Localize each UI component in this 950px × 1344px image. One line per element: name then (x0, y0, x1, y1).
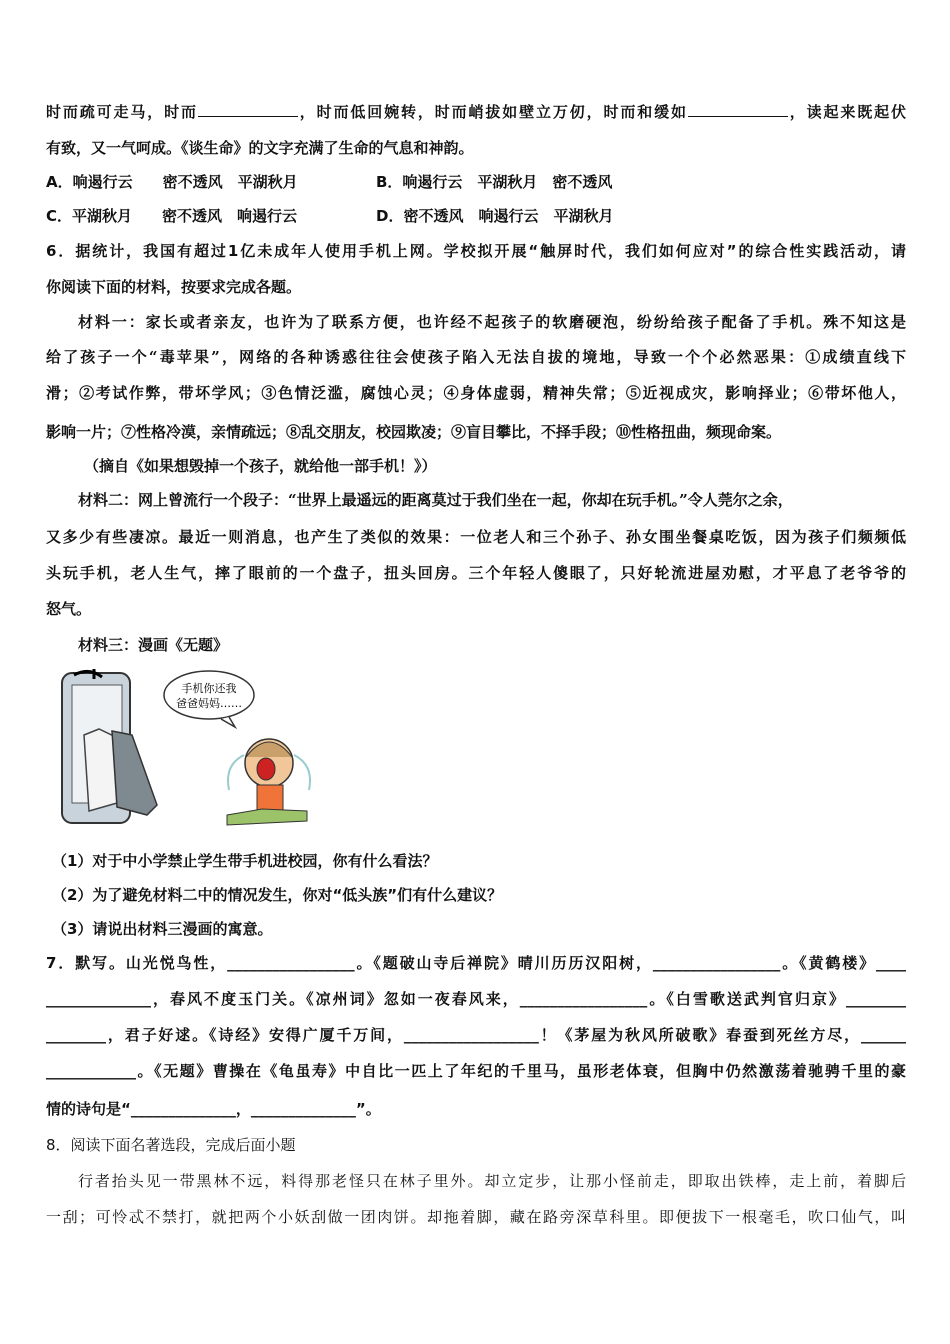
material-2-line: 怒气。 (46, 600, 92, 618)
q7-line: 情的诗句是“______________，______________”。 (46, 1100, 381, 1118)
material-2-line: 头玩手机，老人生气，摔了眼前的一个盘子，扭头回房。三个年轻人傻眼了，只好轮流进屋劝慰，才平息了老爷爷的 (46, 564, 906, 582)
material-1-line: 滑；②考试作弊，带坏学风；③色情泛滥，腐蚀心灵；④身体虚弱，精神失常；⑤近视成灾，影响择业；⑥带坏他人， (46, 384, 906, 402)
sub-question-2: （2）为了避免材料二中的情况发生，你对“低头族”们有什么建议？ (52, 886, 503, 904)
child-legs (227, 809, 307, 825)
option-b[interactable]: B．响遏行云 平湖秋月 密不透风 (376, 173, 613, 191)
q8-passage-line: 行者抬头见一带黑林不远，料得那老怪只在林子里外。却立定步，让那小怪前走，即取出铁棒，走上前，着脚后 (78, 1172, 906, 1190)
option-c[interactable]: C．平湖秋月 密不透风 响遏行云 (46, 207, 298, 225)
q7-line: ________，君子好逑。《诗经》安得广厦千万间，__________________！《茅屋为秋风所破歌》春蚕到死丝方尽，______ (46, 1026, 906, 1044)
bubble-text-1: 手机你还我 (181, 682, 237, 695)
mother-figure (112, 731, 157, 815)
material-1-source: （摘自《如果想毁掉一个孩子，就给他一部手机！》） (84, 457, 437, 475)
option-a[interactable]: A．响遏行云 密不透风 平湖秋月 (46, 173, 298, 191)
material-2-line: 又多少有些凄凉。最近一则消息，也产生了类似的效果：一位老人和三个孙子、孙女围坐餐桌吃饭，因为孩子们频频低 (46, 528, 906, 546)
q7-line: 7．默写。山光悦鸟性，_________________。《题破山寺后禅院》晴川历历汉阳树，_________________。《黄鹤楼》____ (46, 954, 906, 972)
q6-intro-2: 你阅读下面的材料，按要求完成各题。 (46, 278, 302, 296)
answer-blank[interactable] (198, 102, 298, 117)
q7-line: ____________。《无题》曹操在《龟虽寿》中自比一匹上了年纪的千里马，虽形老体衰，但胸中仍然激荡着驰骋千里的豪 (46, 1062, 906, 1080)
bubble-text-2: 爸爸妈妈…… (176, 697, 242, 710)
q7-line: ______________，春风不度玉门关。《凉州词》忽如一夜春风来，_________________。《白雪歌送武判官归京》________ (46, 990, 906, 1008)
q5-line-1: 时而疏可走马，时而 ，时而低回婉转，时而峭拔如壁立万仞，时而和缓如 ，读起来既起伏 (46, 103, 906, 121)
cartoon-image (44, 665, 344, 835)
material-3-title: 材料三：漫画《无题》 (78, 636, 229, 654)
q8-passage-line: 一刮；可怜忒不禁打，就把两个小妖刮做一团肉饼。却拖着脚，藏在路旁深草科里。即便拔下一根毫毛，吹口仙气，叫 (46, 1208, 906, 1226)
speech-bubble (164, 671, 254, 719)
material-1-line: 影响一片；⑦性格冷漠，亲情疏远；⑧乱交朋友，校园欺凌；⑨盲目攀比，不择手段；⑩性格扭曲，频现命案。 (46, 423, 782, 441)
child-mouth (257, 758, 275, 780)
option-d[interactable]: D．密不透风 响遏行云 平湖秋月 (376, 207, 614, 225)
material-1-line: 材料一：家长或者亲友，也许为了联系方便，也许经不起孩子的软磨硬泡，纷纷给孩子配备了手机。殊不知这是 (78, 313, 906, 331)
q8-title: 8．阅读下面名著选段，完成后面小题 (46, 1136, 296, 1154)
q6-intro-1: 6．据统计，我国有超过1亿未成年人使用手机上网。学校拟开展“触屏时代，我们如何应对”的综合性实践活动，请 (46, 242, 906, 260)
child-shirt (257, 785, 283, 811)
material-2-line: 材料二：网上曾流行一个段子：“世界上最遥远的距离莫过于我们坐在一起，你却在玩手机。”令人莞尔之余， (78, 491, 793, 509)
q5-line-2: 有致，又一气呵成。《谈生命》的文字充满了生命的气息和神韵。 (46, 139, 474, 157)
speech-bubble-tail (221, 717, 235, 727)
material-1-line: 给了孩子一个“毒苹果”，网络的各种诱惑往往会使孩子陷入无法自拔的境地，导致一个个必然恶果：①成绩直线下 (46, 348, 906, 366)
sub-question-1: （1）对于中小学禁止学生带手机进校园，你有什么看法？ (52, 852, 438, 870)
answer-blank[interactable] (688, 102, 788, 117)
sub-question-3: （3）请说出材料三漫画的寓意。 (52, 920, 273, 938)
